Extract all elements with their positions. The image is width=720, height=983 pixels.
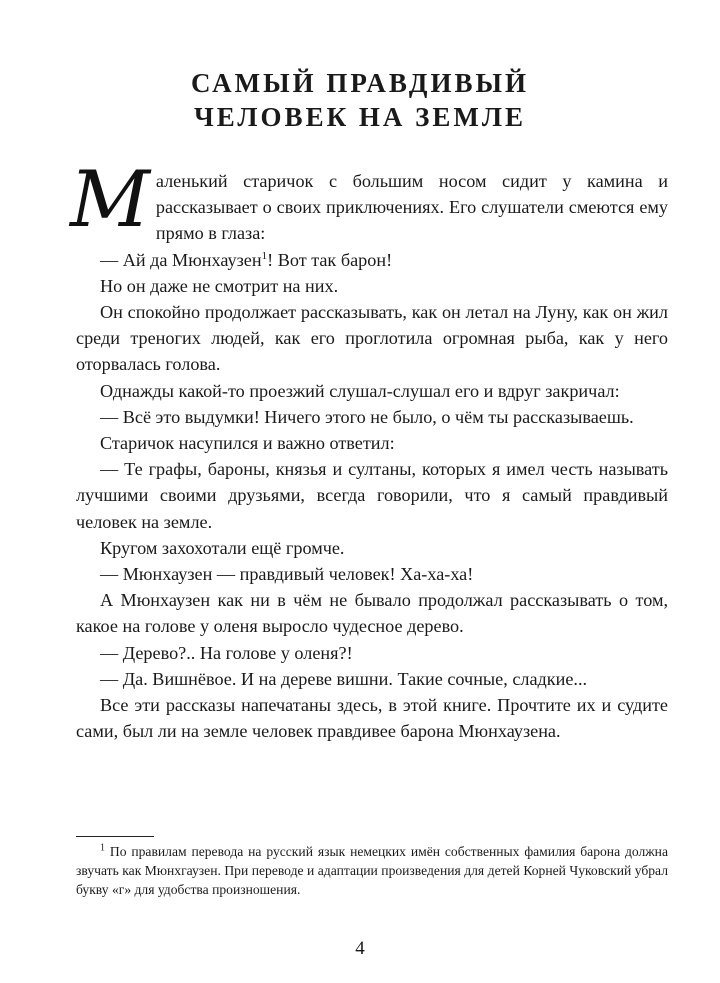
footnote-reference[interactable]: 1	[261, 249, 268, 262]
paragraph: Но он даже не смотрит на них.	[100, 275, 339, 296]
paragraph: Старичок насупился и важно ответил:	[100, 433, 395, 454]
paragraph: — Мюнхаузен — правдивый человек! Ха-ха-ха!	[100, 564, 474, 585]
paragraph	[70, 155, 668, 247]
paragraph: Кругом захохотали ещё громче.	[100, 537, 345, 558]
page-title	[0, 66, 720, 134]
paragraph: Все эти рассказы напечатаны здесь, в этой книге. Прочтите их и судите сами, был ли на земле человек правдивее барона Мюнхаузена.	[76, 695, 668, 742]
drop-cap: М	[70, 155, 150, 245]
paragraph: Он спокойно продолжает рассказывать, как он летал на Луну, как он жил среди треногих людей, как его проглотила огромная рыба, как у него оторвалась голова.	[76, 302, 668, 375]
paragraph: — Да. Вишнёвое. И на дереве вишни. Такие сочные, сладкие...	[100, 668, 588, 689]
story-text	[70, 155, 668, 744]
footnote-number: 1	[100, 842, 105, 854]
paragraph: — Ай да Мюнхаузен$^1$! Вот так барон!	[100, 249, 393, 270]
title-line-2: ЧЕЛОВЕК НА ЗЕМЛЕ	[193, 102, 527, 132]
footnote	[76, 842, 668, 899]
paragraph: — Дерево?.. На голове у оленя?!	[100, 642, 353, 663]
footnote-text: По правилам перевода на русский язык немецких имён собственных фамилия барона должна звучать как Мюнхгаузен. При переводе и адаптации произведения для детей Корней Чуковский убрал букву «г» для удобства произношения.	[76, 844, 668, 897]
page-number: 4	[355, 938, 365, 959]
paragraph: — Те графы, бароны, князья и султаны, которых я имел честь называть лучшими своими друзьями, всегда говорили, что я самый правдивый человек на земле.	[76, 459, 668, 532]
paragraph: А Мюнхаузен как ни в чём не бывало продолжал рассказывать о том, какое на голове у оленя выросло чудесное дерево.	[76, 590, 668, 637]
footnote-divider	[76, 836, 154, 837]
paragraph: — Всё это выдумки! Ничего этого не было, о чём ты рассказываешь.	[100, 406, 634, 427]
title-line-1: САМЫЙ ПРАВДИВЫЙ	[190, 68, 530, 98]
paragraph-text: аленький старичок с большим носом сидит у камина и рассказывает о своих приключениях. Его слушатели смеются ему прямо в глаза:	[155, 171, 668, 244]
paragraph: Однажды какой-то проезжий слушал-слушал его и вдруг закричал:	[100, 380, 620, 401]
